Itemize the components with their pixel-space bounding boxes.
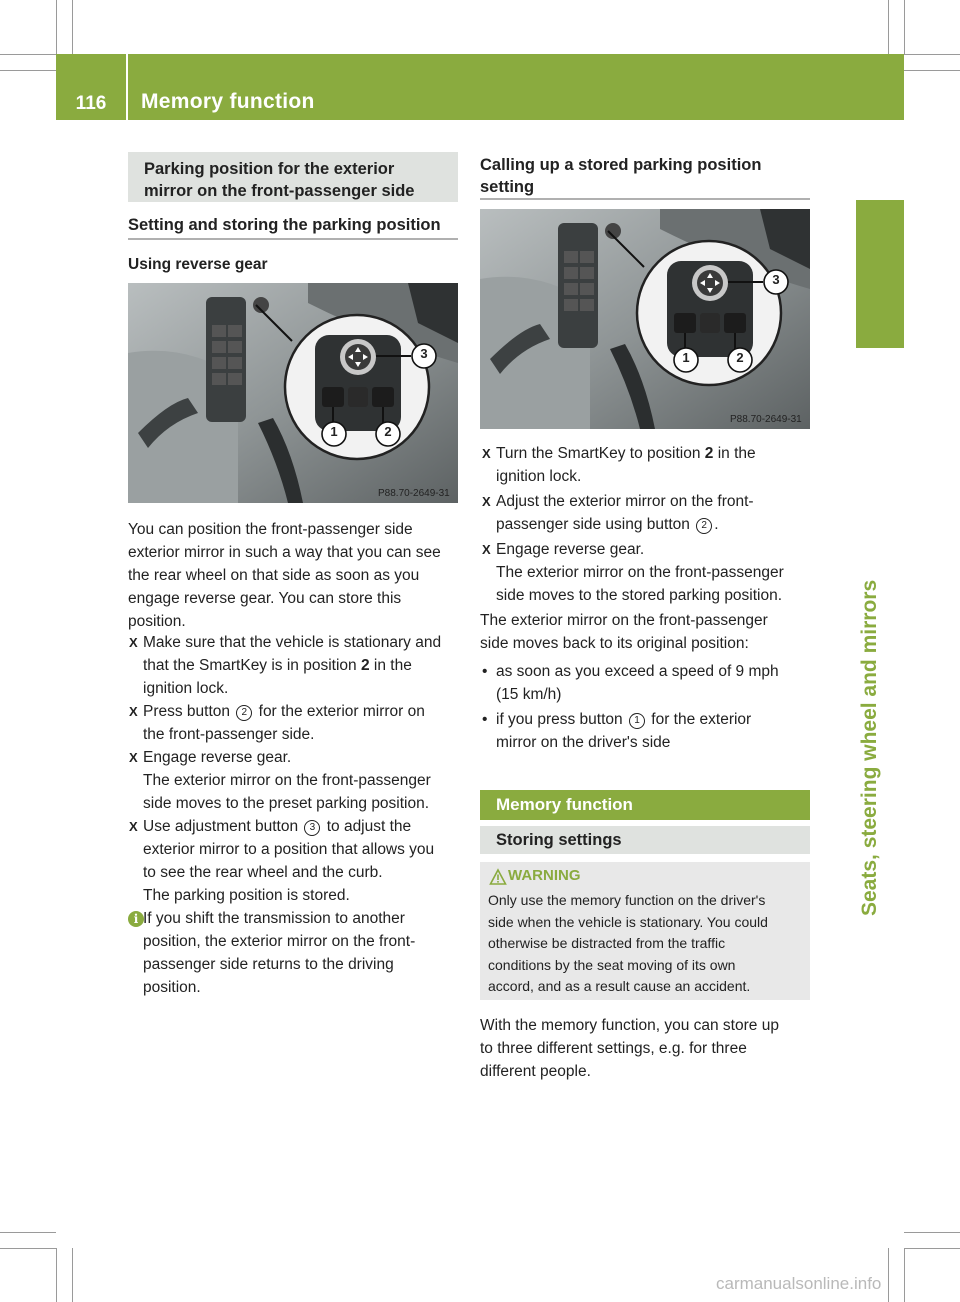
step-arrow-icon: X <box>482 446 491 461</box>
mirror-control-photo <box>480 209 810 429</box>
crop-mark <box>904 54 960 55</box>
chapter-label-container <box>832 356 881 916</box>
text-line: If you shift the transmission to another <box>143 910 405 927</box>
intro-paragraph <box>128 518 468 633</box>
text-line: position. <box>143 979 201 996</box>
crop-mark <box>904 1248 960 1249</box>
subsection-heading-storing <box>480 826 810 854</box>
heading-text: Memory function <box>496 795 633 814</box>
text-line: Engage reverse gear. <box>143 749 292 766</box>
crop-mark <box>904 1232 960 1233</box>
text-line: passenger side using button 2 . <box>496 516 719 533</box>
info-note <box>143 907 473 999</box>
text-line: (15 km/h) <box>496 686 562 703</box>
instruction-step <box>482 442 816 488</box>
instruction-step <box>129 700 473 746</box>
info-icon: i <box>128 911 144 927</box>
warning-text <box>488 890 810 998</box>
crop-mark <box>56 1248 57 1302</box>
text-line: side moves to the stored parking position. <box>496 587 783 604</box>
chapter-tab <box>856 200 904 348</box>
text-line: mirror on the driver's side <box>496 734 671 751</box>
photo-code: P88.70-2649-31 <box>378 488 450 499</box>
step-arrow-icon: X <box>129 635 138 650</box>
text-line: With the memory function, you can store up <box>480 1017 779 1034</box>
text-line: otherwise be distracted from the traffic <box>488 935 726 951</box>
callout-2: 2 <box>384 424 392 439</box>
text-line: side moves back to its original position: <box>480 635 749 652</box>
text-line: Use adjustment button 3 to adjust the <box>143 818 412 835</box>
mirror-control-illustration <box>128 283 458 503</box>
bullet-icon: • <box>482 711 488 728</box>
text-line: as soon as you exceed a speed of 9 mph <box>496 663 779 680</box>
chapter-label: Seats, steering wheel and mirrors <box>858 579 881 916</box>
heading-line: mirror on the front-passenger side <box>144 182 415 200</box>
text-line: to see the rear wheel and the curb. <box>143 864 383 881</box>
heading-text: Storing settings <box>496 831 622 849</box>
text-line: Turn the SmartKey to position 2 in the <box>496 445 756 462</box>
text-line: accord, and as a result cause an accident. <box>488 978 751 994</box>
text-line: position, the exterior mirror on the front- <box>143 933 416 950</box>
text-line: Only use the memory function on the driver's <box>488 892 766 908</box>
crop-mark <box>888 0 889 54</box>
text-line: The exterior mirror on the front-passenger <box>496 564 784 581</box>
crop-mark <box>72 1248 73 1302</box>
text-line: exterior mirror to a position that allows you <box>143 841 435 858</box>
text-line: The parking position is stored. <box>143 887 350 904</box>
list-item <box>482 708 816 754</box>
heading-line: Calling up a stored parking position <box>480 156 762 174</box>
callout-2: 2 <box>736 350 744 365</box>
text-line: engage reverse gear. You can store this <box>128 590 402 607</box>
button-2-icon: 2 <box>236 705 252 721</box>
text-line: to three different settings, e.g. for three <box>480 1040 747 1057</box>
warning-box <box>480 862 810 1000</box>
step-arrow-icon: X <box>482 494 491 509</box>
subheading-reverse-gear: Using reverse gear <box>128 256 268 273</box>
step-arrow-icon: X <box>129 750 138 765</box>
text-line: the rear wheel on that side as soon as you <box>128 567 420 584</box>
mirror-control-illustration <box>480 209 810 429</box>
button-1-icon: 1 <box>629 713 645 729</box>
instruction-step <box>482 490 816 536</box>
crop-mark <box>0 70 56 71</box>
crop-mark <box>0 1248 56 1249</box>
callout-3: 3 <box>420 346 428 361</box>
section-heading-parking-position <box>128 152 458 202</box>
subsection-heading: Setting and storing the parking position <box>128 216 441 234</box>
text-line: side moves to the preset parking position. <box>143 795 430 812</box>
text-line: Engage reverse gear. <box>496 541 645 558</box>
text-line: side when the vehicle is stationary. You could <box>488 913 768 930</box>
bullet-icon: • <box>482 663 488 680</box>
text-line: ignition lock. <box>496 468 582 485</box>
text-line: ignition lock. <box>143 680 229 697</box>
text-line: if you press button 1 for the exterior <box>496 711 752 728</box>
text-line: Press button 2 for the exterior mirror on <box>143 703 425 720</box>
button-2-icon: 2 <box>696 518 712 534</box>
warning-triangle-icon <box>489 868 507 886</box>
instruction-step <box>129 631 473 700</box>
button-3-icon: 3 <box>304 820 320 836</box>
text-line: passenger side returns to the driving <box>143 956 394 973</box>
heading-rule <box>128 238 458 240</box>
header-divider <box>126 54 128 120</box>
mirror-control-photo <box>128 283 458 503</box>
page-number: 116 <box>75 93 107 114</box>
step-arrow-icon: X <box>482 542 491 557</box>
text-line: The exterior mirror on the front-passenger <box>480 612 768 629</box>
step-arrow-icon: X <box>129 704 138 719</box>
text-line: conditions by the seat moving of its own <box>488 956 736 973</box>
crop-mark <box>904 1248 905 1302</box>
heading-line: Parking position for the exterior <box>144 160 395 178</box>
heading-line: setting <box>480 178 535 196</box>
callout-1: 1 <box>682 350 690 365</box>
text-line: exterior mirror in such a way that you can see <box>128 544 441 561</box>
instruction-step <box>129 815 473 907</box>
crop-mark <box>56 0 57 54</box>
watermark: carmanualsonline.info <box>716 1274 882 1293</box>
section-heading-calling-up <box>480 154 810 198</box>
crop-mark <box>904 70 960 71</box>
crop-mark <box>72 0 73 54</box>
text-line: The exterior mirror on the front-passenger <box>143 772 431 789</box>
crop-mark <box>888 1248 889 1302</box>
crop-mark <box>0 1232 56 1233</box>
text-line: different people. <box>480 1063 591 1080</box>
text-line: position. <box>128 613 186 630</box>
instruction-step <box>129 746 473 815</box>
callout-3: 3 <box>772 272 780 287</box>
crop-mark <box>904 0 905 54</box>
page-title: Memory function <box>141 90 315 113</box>
heading-rule <box>480 198 810 200</box>
text-line: that the SmartKey is in position 2 in the <box>143 657 412 674</box>
text-line: You can position the front-passenger side <box>128 521 413 538</box>
list-item <box>482 660 816 706</box>
callout-1: 1 <box>330 424 338 439</box>
warning-label: WARNING <box>508 867 581 884</box>
outro-paragraph <box>480 1014 820 1083</box>
instruction-step <box>482 538 816 607</box>
return-paragraph <box>480 609 820 655</box>
photo-code: P88.70-2649-31 <box>730 414 802 425</box>
text-line: Make sure that the vehicle is stationary and <box>143 634 442 651</box>
text-line: Adjust the exterior mirror on the front- <box>496 493 754 510</box>
crop-mark <box>0 54 56 55</box>
text-line: the front-passenger side. <box>143 726 315 743</box>
step-arrow-icon: X <box>129 819 138 834</box>
section-heading-memory-function <box>480 790 810 820</box>
